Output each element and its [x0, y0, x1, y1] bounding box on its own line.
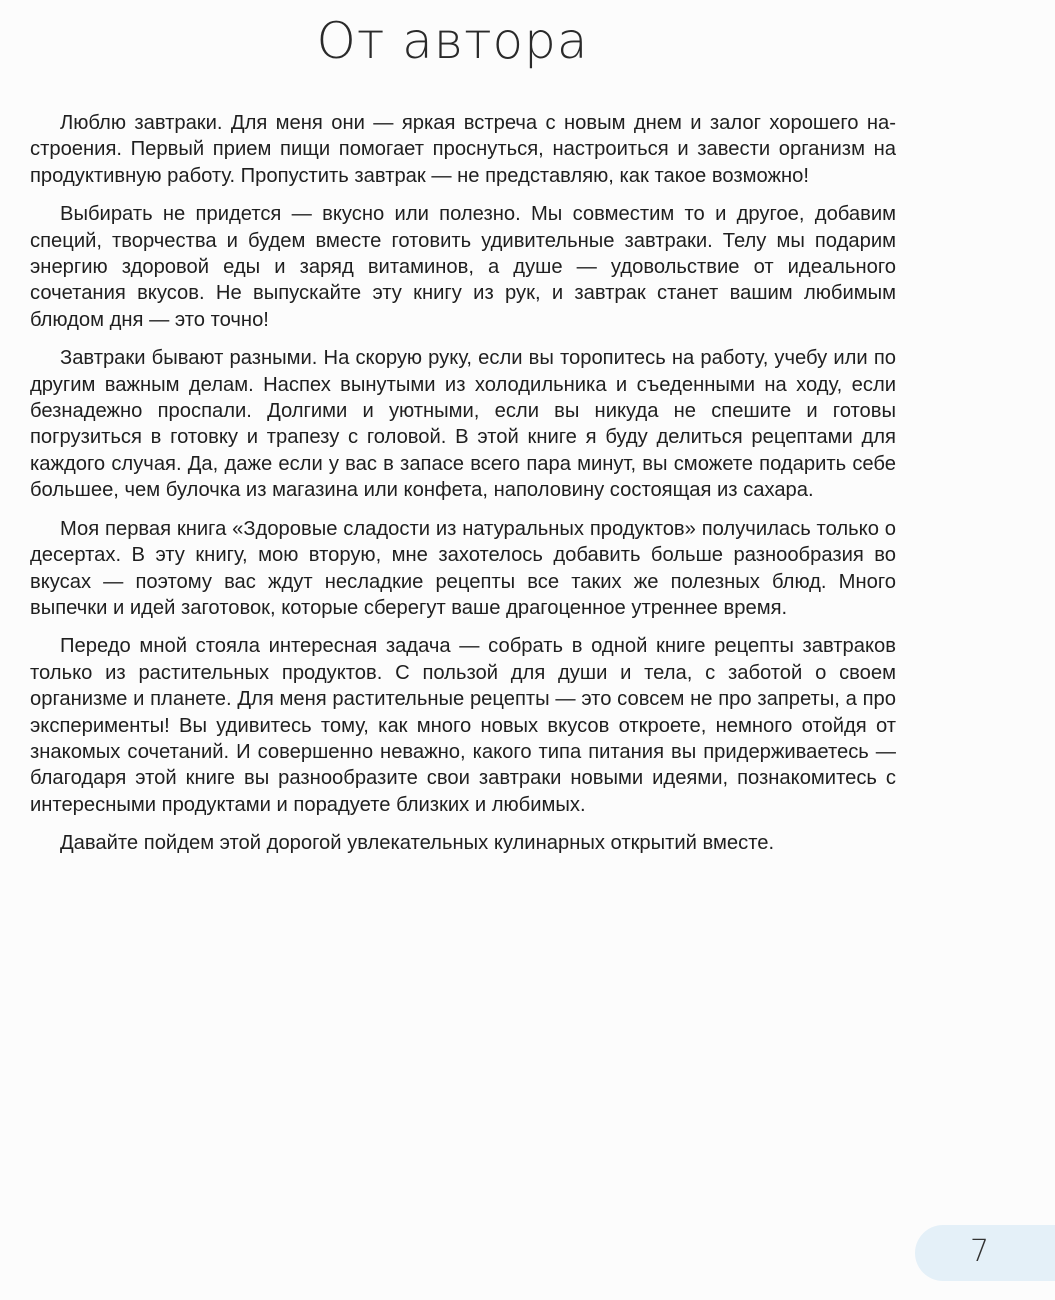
page-title: От автора [316, 12, 589, 70]
paragraph: Люблю завтраки. Для меня они — яркая встреча с новым днем и залог хорошего настроения. Первый прием пищи помогает проснуться, настроиться и завести организм на продуктивную работу. Пропустить завтрак — не представляю, как такое возможно! [30, 112, 896, 187]
paragraph: Передо мной стояла интересная задача — собрать в одной книге рецепты завтраков только из растительных продуктов. С пользой для души и тела, с заботой о своем организме и планете. Для меня растительные рецепты — это совсем не про запреты, а про эксперименты! Вы удивитесь тому, как много новых вкусов откроете, немного отойдя от знакомых сочетаний. И совершенно неважно, какого типа питания вы придерживаетесь — благодаря этой книге вы разнообразите свои завтраки новыми идеями, познакомитесь с интересными продуктами и порадуете близких и любимых. [30, 635, 896, 816]
paragraph: Давайте пойдем этой дорогой увлекательных кулинарных открытий вместе. [60, 832, 775, 855]
body-text [30, 110, 896, 869]
page-number: 7 [970, 1234, 990, 1269]
paragraph: Моя первая книга «Здоровые сладости из натуральных продуктов» получилась только о десертах. В эту книгу, мою вторую, мне захотелось добавить больше разнообразия во вкусах — поэтому вас ждут несладкие рецепты все таких же полезных блюд. Много выпечки и идей заготовок, которые сберегут ваше драгоценное утреннее время. [30, 517, 896, 619]
paragraph: Завтраки бывают разными. На скорую руку, если вы торопитесь на работу, учебу или по другим важным делам. Наспех вынутыми из холодильника и съеденными на ходу, если безнадежно проспали. Долгими и уютными, если вы никуда не спешите и готовы погрузиться в готовку и трапезу с головой. В этой книге я буду делиться рецептами для каждого случая. Да, даже если у вас в запасе всего пара минут, вы сможете подарить себе большее, чем булочка из магазина или конфета, наполовину состоящая из сахара. [30, 347, 896, 502]
page-number-tab [915, 1225, 1055, 1281]
paragraph: Выбирать не придется — вкусно или полезно. Мы совместим то и другое, добавим специй, творчества и будем вместе готовить удивительные завтраки. Телу мы подарим энергию здоровой еды и заряд витаминов, а душе — удовольствие от идеального сочетания вкусов. Не выпускайте эту книгу из рук, и завтрак станет вашим любимым блюдом дня — это точно! [30, 203, 896, 331]
